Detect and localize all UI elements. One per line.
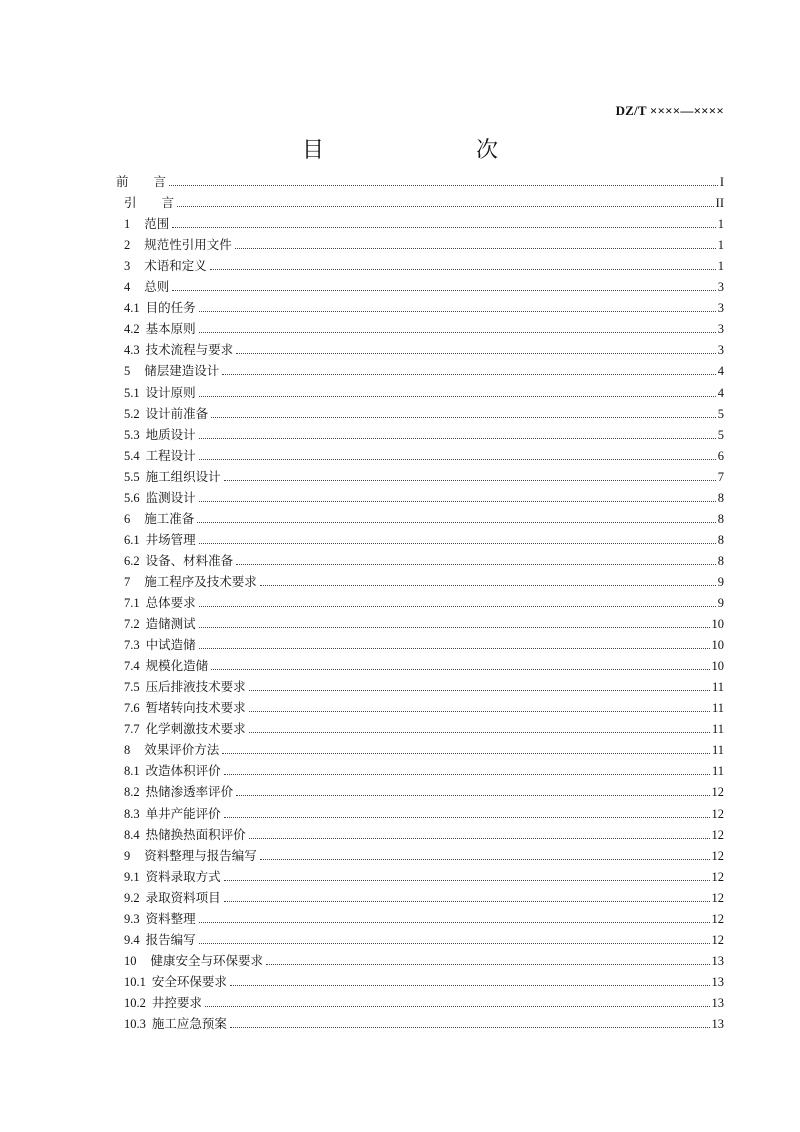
toc-entry[interactable] [124, 317, 724, 337]
toc-entry-number: 10.1 [124, 974, 146, 989]
toc-entry-label [124, 511, 195, 527]
toc-entry-label [124, 237, 233, 253]
toc-entry-page: 12 [711, 848, 724, 863]
toc-entry-page: 1 [717, 259, 724, 274]
toc-entry-page: 11 [711, 743, 724, 758]
toc-entry-title: 压后排液技术要求 [145, 679, 246, 695]
toc-entry[interactable] [124, 928, 724, 948]
toc-entry-title: 热储换热面积评价 [145, 826, 246, 842]
toc-leader-dots [205, 1006, 710, 1007]
toc-entry-page: 7 [717, 469, 724, 484]
toc-entry-title: 引 言 [124, 195, 175, 211]
toc-entry-page: 12 [711, 911, 724, 926]
toc-entry-number: 6.1 [124, 532, 140, 547]
toc-leader-dots [260, 859, 710, 860]
toc-entry-number: 10.3 [124, 1017, 146, 1031]
toc-leader-dots [199, 648, 710, 649]
toc-entry-number: 9.2 [124, 890, 140, 905]
toc-leader-dots [197, 522, 715, 523]
toc-entry-page: 12 [711, 785, 724, 800]
toc-entry[interactable] [124, 402, 724, 422]
toc-leader-dots [249, 838, 710, 839]
toc-entry-number: 7.4 [124, 659, 140, 674]
toc-entry-title: 规范性引用文件 [144, 237, 232, 253]
toc-leader-dots [199, 501, 716, 502]
toc-entry-label [124, 385, 197, 401]
toc-entry-title: 总则 [144, 279, 170, 295]
toc-entry-title: 化学刺激技术要求 [145, 721, 246, 737]
toc-entry[interactable] [124, 759, 724, 779]
toc-entry-label [124, 679, 247, 695]
toc-entry-page: 11 [711, 680, 724, 695]
toc-entry-title: 热储渗透率评价 [145, 784, 234, 800]
toc-entry-title: 造储测试 [145, 616, 196, 632]
toc-entry-title: 报告编写 [145, 931, 196, 947]
toc-leader-dots [224, 774, 710, 775]
toc-entry-page: 3 [717, 301, 724, 316]
toc-entry-page: 10 [711, 617, 724, 632]
toc-entry-label [124, 806, 222, 822]
toc-entry-title: 工程设计 [145, 447, 196, 463]
toc-entry-number: 3 [124, 259, 131, 274]
toc-entry-page: I [719, 175, 724, 189]
toc-entry[interactable] [124, 654, 724, 674]
toc-entry-number: 9 [124, 848, 131, 863]
toc-entry[interactable] [124, 191, 724, 211]
toc-entry-title: 地质设计 [145, 426, 196, 442]
toc-entry-page: 9 [717, 596, 724, 610]
toc-leader-dots [249, 732, 710, 733]
toc-entry-label [116, 174, 167, 190]
toc-entry[interactable] [124, 696, 724, 716]
toc-entry-title: 录取资料项目 [145, 889, 221, 905]
toc-entry-label [124, 974, 228, 990]
toc-entry-label [124, 532, 197, 548]
toc-entry[interactable] [124, 949, 724, 969]
toc-entry-number: 4 [124, 280, 131, 295]
toc-entry-label [124, 721, 247, 737]
toc-entry[interactable] [124, 970, 724, 990]
toc-entry-title: 设计原则 [145, 384, 196, 400]
toc-entry-title: 前 言 [116, 174, 167, 189]
toc-entry-label [124, 448, 197, 464]
toc-entry-page: 3 [717, 280, 724, 295]
toc-entry-page: 8 [717, 511, 724, 526]
toc-leader-dots [199, 627, 710, 628]
toc-entry-label [124, 658, 209, 674]
toc-entry[interactable] [124, 465, 724, 485]
toc-entry-label [124, 911, 197, 927]
toc-leader-dots [235, 248, 716, 249]
toc-entry-page: II [715, 196, 724, 211]
toc-entry-page: 4 [717, 385, 724, 400]
toc-entry-label [124, 574, 258, 590]
toc-leader-dots [199, 332, 716, 333]
toc-entry-number: 7.6 [124, 701, 140, 716]
toc-entry[interactable] [124, 486, 724, 506]
toc-leader-dots [211, 417, 716, 418]
toc-entry-label [124, 995, 203, 1011]
toc-entry[interactable] [124, 1012, 724, 1032]
toc-entry-label [124, 763, 222, 779]
toc-leader-dots [172, 227, 715, 228]
page-title: 目 次 [301, 138, 534, 163]
toc-leader-dots [249, 690, 710, 691]
toc-entry[interactable] [124, 717, 724, 737]
toc-entry-page: 3 [717, 343, 724, 358]
toc-entry-number: 10.2 [124, 995, 146, 1010]
toc-entry-title: 资料录取方式 [145, 868, 221, 884]
toc-entry-page: 10 [711, 638, 724, 653]
toc-entry-title: 监测设计 [145, 489, 196, 505]
toc-entry[interactable] [116, 170, 724, 190]
toc-entry-label [124, 406, 209, 422]
toc-entry-number: 4.1 [124, 301, 140, 316]
toc-leader-dots [236, 353, 716, 354]
toc-entry-label [124, 932, 197, 948]
toc-entry-page: 5 [717, 406, 724, 421]
toc-leader-dots [236, 795, 709, 796]
toc-leader-dots [249, 711, 710, 712]
toc-entry-title: 技术流程与要求 [145, 342, 234, 358]
toc-entry[interactable] [124, 907, 724, 927]
toc-entry-number: 7.3 [124, 638, 140, 653]
toc-entry-page: 12 [711, 869, 724, 884]
toc-entry[interactable] [124, 359, 724, 379]
toc-entry-label [124, 279, 170, 295]
toc-entry-title: 施工程序及技术要求 [144, 573, 257, 589]
toc-entry-page: 1 [717, 217, 724, 232]
toc-entry-label [124, 616, 197, 632]
toc-entry-page: 6 [717, 448, 724, 463]
toc-leader-dots [222, 374, 715, 375]
toc-leader-dots [260, 585, 716, 586]
toc-entry-title: 设备、材料准备 [145, 552, 234, 568]
toc-entry[interactable] [124, 381, 724, 401]
toc-leader-dots [266, 964, 709, 965]
toc-entry-title: 施工准备 [144, 510, 195, 526]
toc-entry-label [124, 363, 220, 379]
toc-entry[interactable] [124, 675, 724, 695]
toc-entry-number: 4.2 [124, 322, 140, 337]
toc-entry-number: 8.3 [124, 806, 140, 821]
toc-entry-label [124, 216, 170, 232]
toc-leader-dots [211, 669, 709, 670]
toc-entry-label [124, 300, 197, 316]
toc-entry-number: 7.2 [124, 617, 140, 632]
toc-leader-dots [199, 396, 716, 397]
toc-entry-number: 1 [124, 217, 131, 232]
toc-entry[interactable] [124, 275, 724, 295]
toc-leader-dots [210, 269, 716, 270]
toc-entry[interactable] [124, 633, 724, 653]
toc-leader-dots [177, 206, 714, 207]
toc-entry-title: 暂堵转向技术要求 [145, 700, 246, 716]
toc-entry-number: 4.3 [124, 343, 140, 358]
toc-entry-number: 6 [124, 511, 131, 526]
toc-entry-label [124, 342, 234, 358]
toc-entry-label [124, 827, 247, 843]
toc-entry-number: 5.6 [124, 490, 140, 505]
toc-entry-label [124, 321, 197, 337]
toc-entry[interactable] [124, 296, 724, 316]
toc-entry-label [124, 195, 175, 211]
toc-entry-number: 9.4 [124, 932, 140, 947]
toc-entry-title: 资料整理 [145, 910, 196, 926]
toc-entry-label [124, 869, 222, 885]
toc-entry[interactable] [124, 423, 724, 443]
toc-leader-dots [199, 922, 710, 923]
toc-leader-dots [199, 943, 710, 944]
toc-entry[interactable] [124, 570, 724, 590]
toc-entry-number: 5.4 [124, 448, 140, 463]
toc-entry-label [124, 784, 234, 800]
toc-entry-label [124, 595, 197, 611]
toc-leader-dots [224, 480, 716, 481]
toc-entry-title: 资料整理与报告编写 [144, 847, 257, 863]
toc-entry-number: 7.1 [124, 596, 140, 610]
toc-leader-dots [172, 290, 715, 291]
toc-entry-number: 8 [124, 743, 131, 758]
toc-entry-title: 目的任务 [145, 300, 196, 316]
toc-entry-page: 13 [711, 1017, 724, 1031]
toc-entry-page: 8 [717, 553, 724, 568]
toc-entry-title: 设计前准备 [145, 405, 209, 421]
toc-entry-page: 10 [711, 659, 724, 674]
toc-entry-page: 9 [717, 574, 724, 589]
toc-leader-dots [224, 880, 710, 881]
toc-entry-title: 井场管理 [145, 531, 196, 547]
toc-leader-dots [224, 901, 710, 902]
toc-entry[interactable] [124, 507, 724, 527]
toc-entry-title: 术语和定义 [144, 258, 207, 274]
toc-entry-page: 11 [711, 701, 724, 716]
toc-entry-page: 5 [717, 427, 724, 442]
toc-entry[interactable] [124, 865, 724, 885]
toc-entry-title: 改造体积评价 [145, 763, 221, 779]
toc-entry-number: 5.5 [124, 469, 140, 484]
toc-entry[interactable] [124, 738, 724, 758]
toc-entry-page: 13 [711, 953, 724, 968]
toc-entry-page: 13 [711, 995, 724, 1010]
toc-entry-number: 7.5 [124, 680, 140, 695]
toc-entry-page: 13 [711, 974, 724, 989]
toc-leader-dots [199, 606, 716, 607]
toc-entry-label [124, 553, 234, 569]
toc-entry-title: 安全环保要求 [151, 973, 227, 989]
toc-entry-label [124, 1016, 228, 1032]
toc-entry-label [124, 890, 222, 906]
toc-entry-label [124, 469, 222, 485]
toc-leader-dots [199, 438, 716, 439]
toc-entry-number: 5 [124, 364, 131, 379]
toc-entry-title: 中试造储 [145, 637, 196, 653]
toc-entry[interactable] [124, 444, 724, 464]
toc-entry-title: 基本原则 [145, 321, 196, 337]
toc-leader-dots [199, 311, 716, 312]
toc-entry[interactable] [124, 254, 724, 274]
toc-entry-number: 5.2 [124, 406, 140, 421]
toc-entry[interactable] [124, 823, 724, 843]
toc-entry-number: 9.1 [124, 869, 140, 884]
toc-entry-title: 总体要求 [145, 595, 196, 610]
toc-entry-number: 5.1 [124, 385, 140, 400]
toc-entry-label [124, 637, 197, 653]
toc-entry-title: 范围 [144, 216, 170, 232]
toc-entry-page: 12 [711, 827, 724, 842]
toc-entry-label [124, 427, 197, 443]
toc-entry[interactable] [124, 338, 724, 358]
toc-entry-number: 8.1 [124, 764, 140, 779]
toc-entry-title: 储层建造设计 [144, 363, 220, 379]
toc-entry-label [124, 490, 197, 506]
toc-entry-label [124, 700, 247, 716]
toc-entry-number: 9.3 [124, 911, 140, 926]
toc-entry[interactable] [124, 528, 724, 548]
toc-entry[interactable] [124, 212, 724, 232]
toc-leader-dots [230, 985, 710, 986]
toc-entry-label [124, 742, 220, 758]
toc-entry-number: 5.3 [124, 427, 140, 442]
toc-entry-page: 8 [717, 532, 724, 547]
toc-entry-page: 12 [711, 932, 724, 947]
toc-leader-dots [222, 753, 710, 754]
toc-entry-title: 效果评价方法 [144, 742, 220, 758]
toc-entry-number: 8.2 [124, 785, 140, 800]
toc-entry[interactable] [124, 844, 724, 864]
toc-entry-label [124, 953, 264, 969]
toc-leader-dots [199, 459, 716, 460]
toc-entry-page: 1 [717, 238, 724, 253]
toc-entry-page: 12 [711, 890, 724, 905]
toc-entry[interactable] [124, 802, 724, 822]
toc-entry-title: 井控要求 [151, 994, 202, 1010]
toc-entry-number: 6.2 [124, 553, 140, 568]
toc-entry-number: 2 [124, 238, 131, 253]
toc-leader-dots [236, 564, 716, 565]
toc-entry-number: 10 [124, 953, 137, 968]
toc-entry[interactable] [124, 780, 724, 800]
toc-entry-number: 8.4 [124, 827, 140, 842]
toc-entry[interactable] [124, 612, 724, 632]
toc-entry[interactable] [124, 886, 724, 906]
toc-entry[interactable] [124, 549, 724, 569]
toc-entry-title: 规模化造储 [145, 658, 209, 674]
toc-entry-title: 施工应急预案 [151, 1016, 227, 1031]
toc-entry-label [124, 258, 208, 274]
document-code: DZ/T ××××—×××× [615, 103, 724, 118]
toc-entry-page: 4 [717, 364, 724, 379]
toc-entry-page: 11 [711, 722, 724, 737]
toc-leader-dots [230, 1027, 710, 1028]
toc-entry-page: 11 [711, 764, 724, 779]
toc-entry-title: 施工组织设计 [145, 468, 221, 484]
toc-entry[interactable] [124, 233, 724, 253]
toc-entry[interactable] [124, 591, 724, 611]
toc-leader-dots [224, 817, 710, 818]
toc-entry-number: 7.7 [124, 722, 140, 737]
toc-leader-dots [199, 543, 716, 544]
toc-entry[interactable] [124, 991, 724, 1011]
toc-leader-dots [169, 185, 718, 186]
toc-entry-title: 单井产能评价 [145, 805, 221, 821]
toc-entry-label [124, 848, 258, 864]
toc-entry-page: 3 [717, 322, 724, 337]
toc-entry-page: 8 [717, 490, 724, 505]
toc-entry-page: 12 [711, 806, 724, 821]
toc-entry-number: 7 [124, 574, 131, 589]
toc-entry-title: 健康安全与环保要求 [150, 952, 264, 968]
